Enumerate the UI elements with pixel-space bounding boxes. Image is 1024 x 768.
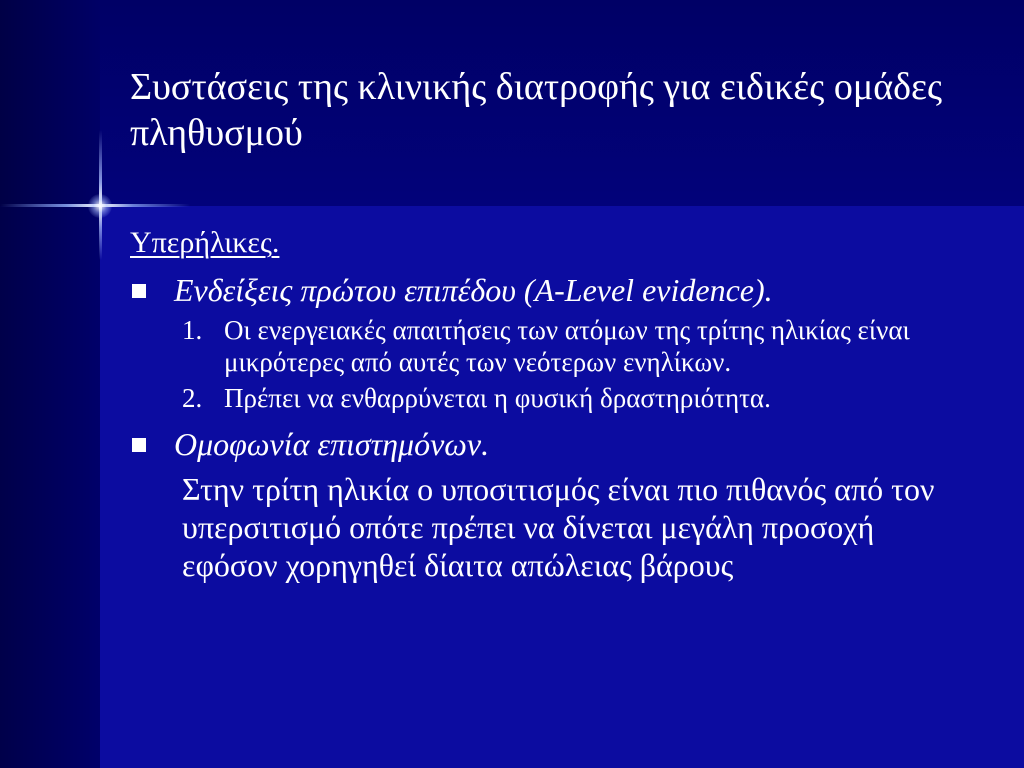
numbered-list: [182, 314, 1000, 414]
bullet-text: Ομοφωνία επιστημόνων.: [174, 426, 490, 462]
title-band-corner: [0, 0, 100, 206]
numbered-list-item: [182, 382, 1000, 414]
slide-content: [130, 222, 1000, 584]
list-number: 2.: [182, 383, 203, 413]
square-bullet-icon: [132, 284, 146, 298]
square-bullet-icon: [132, 438, 146, 452]
list-number: 1.: [182, 315, 203, 345]
bullet-paragraph: Στην τρίτη ηλικία ο υποσιτισμός είναι πιο πιθανός από τον υπερσιτισμό οπότε πρέπει να δίνεται μεγάλη προσοχή εφόσον χορηγηθεί δίαιτα απώλειας βάρους: [182, 471, 935, 583]
slide-title: Συστάσεις της κλινικής διατροφής για ειδικές ομάδες πληθυσμού: [130, 66, 943, 154]
numbered-list-item: [182, 314, 1000, 378]
section-heading: Υπερήλικες.: [130, 226, 280, 259]
bullet-item: [130, 270, 1000, 310]
bullet-item: [130, 424, 1000, 464]
list-item-text: Πρέπει να ενθαρρύνεται η φυσική δραστηριότητα.: [224, 383, 771, 413]
sparkle-star-icon: [88, 194, 112, 218]
bullet-text: Ενδείξεις πρώτου επιπέδου (A-Level evidence).: [174, 272, 773, 308]
list-item-text: Οι ενεργειακές απαιτήσεις των ατόμων της τρίτης ηλικίας είναι μικρότερες από αυτές των νεότερων ενηλίκων.: [224, 315, 910, 377]
